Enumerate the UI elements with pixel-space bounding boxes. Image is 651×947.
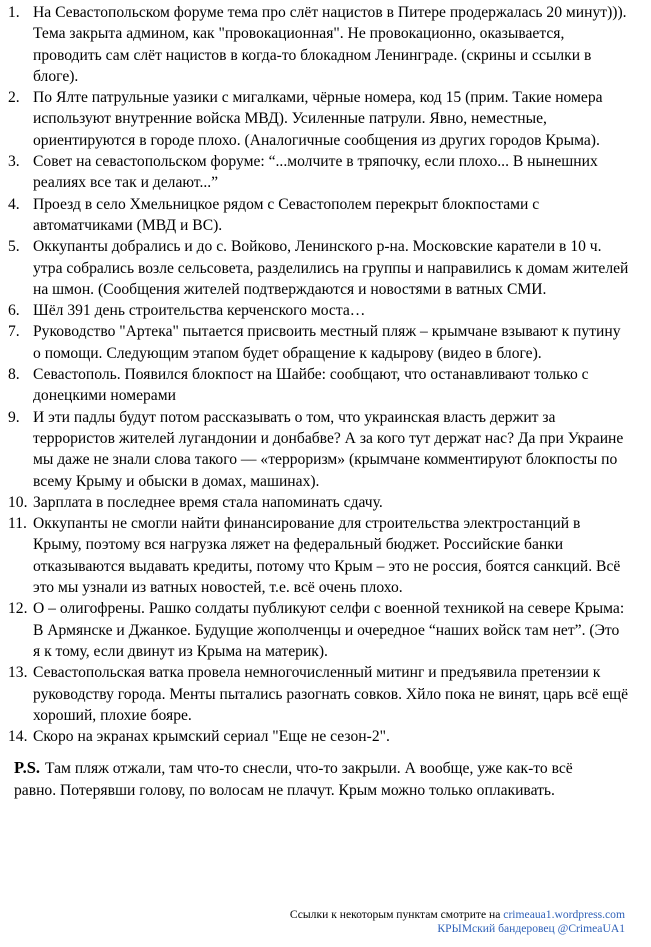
- item-number: 14.: [8, 728, 28, 746]
- list-item: [0, 492, 651, 513]
- footer: [290, 908, 625, 936]
- list-item: [0, 321, 651, 364]
- item-text: Шёл 391 день строительства керченского моста…: [33, 302, 366, 320]
- item-text: По Ялте патрульные уазики с мигалками, чёрные номера, код 15 (прим. Такие номера используют внутренние войска МВД). Усиленные патрули. Явно, неместные, ориентируются в городе плохо. (Аналогичные сообщения из других городов Крыма).: [33, 89, 603, 149]
- item-number: 5.: [8, 238, 20, 256]
- list-item: [0, 194, 651, 237]
- item-number: 13.: [8, 664, 28, 682]
- list-item: [0, 151, 651, 194]
- list-item: [0, 662, 651, 726]
- item-text: Оккупанты не смогли найти финансирование для строительства электростанций в Крыму, поэтому вся нагрузка ляжет на федеральный бюджет. Российские банки отказываются выдавать кредиты, потому что Крым – это не россия, боятся санкций. Всё это мы узнали из ватных новостей, т.е. всё очень плохо.: [33, 515, 621, 597]
- item-text: Севастопольская ватка провела немногочисленный митинг и предъявила претензии к руководству города. Менты пытались разогнать совков. Хйло пока не винят, царь всё ещё хороший, плохие бояре.: [33, 664, 629, 724]
- item-number: 3.: [8, 153, 20, 171]
- item-text: Проезд в село Хмельницкое рядом с Севастополем перекрыт блокпостами с автоматчиками (МВД и ВС).: [33, 195, 540, 234]
- list-item: [0, 2, 651, 87]
- ps-text: Там пляж отжали, там что-то снесли, что-то закрыли. А вообще, уже как-то всё равно. Потерявши голову, по волосам не плачут. Крым можно только оплакивать.: [14, 760, 573, 799]
- item-number: 1.: [8, 4, 20, 21]
- item-number: 7.: [8, 323, 20, 341]
- list-item: [0, 364, 651, 407]
- item-number: 10.: [8, 493, 28, 511]
- author-signature: КРЫМский бандеровец @CrimeaUA1: [437, 922, 625, 935]
- item-number: 9.: [8, 408, 20, 426]
- item-text: На Севастопольском форуме тема про слёт нацистов в Питере продержалась 20 минут))). Тема закрыта админом, как "провокационная". Не провокационно, оказывается, проводить сам слёт нацистов в когда-то блокадном Ленинграде. (скрины и ссылки в блоге).: [33, 4, 627, 85]
- item-text: Севастополь. Появился блокпост на Шайбе: сообщают, что останавливают только с донецкими номерами: [33, 366, 589, 405]
- item-number: 12.: [8, 600, 28, 618]
- item-text: О – олигофрены. Рашко солдаты публикуют селфи с военной техникой на севере Крыма: В Армянске и Джанкое. Будущие жополченцы и очередное “наших войск там нет”. (Это я к тому, если двинут из Крыма на материк).: [33, 600, 625, 660]
- list-item: [0, 300, 651, 321]
- postscript: [0, 757, 651, 801]
- list-item: [0, 598, 651, 662]
- footer-links-line: [290, 908, 625, 922]
- item-number: 2.: [8, 89, 20, 107]
- blog-link[interactable]: crimeaua1.wordpress.com: [503, 908, 625, 921]
- footer-links-prefix: Ссылки к некоторым пунктам смотрите на: [289, 908, 501, 921]
- list-item: [0, 87, 651, 151]
- item-text: И эти падлы будут потом рассказывать о том, что украинская власть держит за террористов жителей лугандонии и донбабве? А за кого тут держат нас? Да при Украине мы даже не знали слова такого — «терроризм» (крымчане комментируют блокпосты по всему Крыму и обыски в домах, машинах).: [33, 408, 624, 490]
- item-text: Совет на севастопольском форуме: “...молчите в тряпочку, если плохо... В нынешних реалиях все так и делают...”: [33, 153, 598, 192]
- list-item: [0, 236, 651, 300]
- list-item: [0, 726, 651, 747]
- item-text: Оккупанты добрались и до с. Войково, Ленинского р-на. Московские каратели в 10 ч. утра собрались возле сельсовета, разделились на группы и направились к домам жителей на шмон. (Сообщения жителей подтверждаются и новостями в ватных СМИ.: [33, 238, 629, 298]
- item-number: 8.: [8, 366, 20, 384]
- item-text: Руководство "Артека" пытается присвоить местный пляж – крымчане взывают к путину о помощи. Следующим этапом будет обращение к кадырову (видео в блоге).: [33, 323, 621, 362]
- item-number: 11.: [8, 515, 27, 533]
- list-item: [0, 407, 651, 492]
- item-number: 4.: [8, 195, 20, 213]
- item-number: 6.: [8, 302, 20, 320]
- document: [0, 2, 651, 801]
- item-text: Зарплата в последнее время стала напоминать сдачу.: [33, 493, 383, 511]
- ps-label: P.S.: [14, 758, 40, 778]
- item-text: Скоро на экранах крымский сериал "Еще не сезон-2".: [33, 728, 390, 746]
- news-list: [0, 2, 651, 747]
- list-item: [0, 513, 651, 598]
